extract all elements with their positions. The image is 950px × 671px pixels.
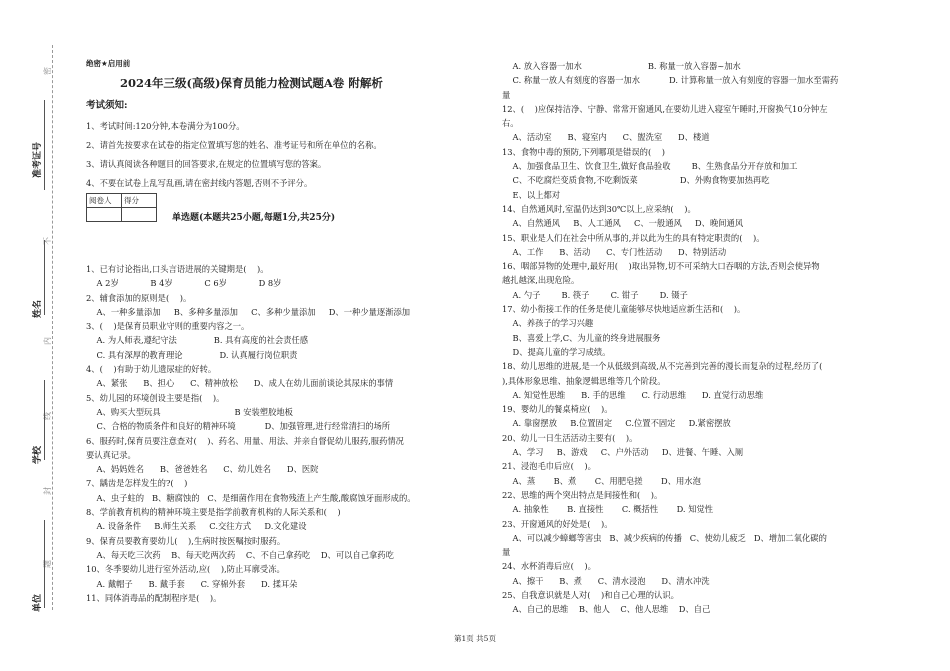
question-line: A. 抽象性 B. 直接性 C. 概括性 D. 知觉性 — [502, 504, 714, 515]
question-line: 量 — [502, 547, 511, 558]
question-line: 16、咽部异物的处理中,最好用( )取出异物,切不可采纳大口吞咽的方法,否则会使异物 — [502, 261, 820, 272]
question-line: 右。 — [502, 118, 519, 129]
score-input-cell[interactable] — [122, 208, 157, 222]
question-line: A. 勺子 B. 筷子 C. 钳子 D. 镊子 — [502, 289, 688, 300]
question-line: A. 放入容器一加水 B. 称量一放入容器~加水 — [502, 61, 741, 71]
seal-char: 不 — [43, 237, 52, 245]
grader-cell: 阅卷人 — [87, 194, 122, 208]
question-line: A、学习 B、游戏 C、户外活动 D、进餐、午睡、入厕 — [502, 447, 744, 458]
unit-label: 单位 — [33, 593, 43, 612]
question-line: 25、自我意识就是人对( )和自己心理的认识。 — [502, 589, 679, 600]
question-line: 19、婴幼儿的餐桌椅应( )。 — [502, 404, 613, 415]
question-line: A、养孩子的学习兴趣 — [502, 318, 594, 329]
secret-mark: 绝密★启用前 — [86, 59, 131, 68]
notice-item: 4、不要在试卷上乱写乱画,请在密封线内答题,否则不予评分。 — [86, 178, 313, 188]
question-line: 量 — [502, 89, 511, 100]
score-cell: 得分 — [122, 194, 157, 208]
question-line: 5、幼儿园的环境创设主要是指( )。 — [86, 392, 225, 403]
question-line: A. 戴帽子 B. 戴手套 C. 穿棉外套 D. 揉耳朵 — [86, 578, 298, 589]
question-line: D、提高儿童的学习成绩。 — [502, 346, 611, 357]
question-line: 12、( )应保持洁净、宁静、常常开窗通风,在要幼儿进入寝室午睡时,开窗换气10分钟左 — [502, 103, 828, 114]
question-line: C、合格的物质条件和良好的精神环境 D、加强管理,进行经常清扫的场所 — [86, 421, 391, 432]
question-line: A、自然通风 B、人工通风 C、一般通风 D、晚间通风 — [502, 218, 744, 229]
question-line: A、工作 B、活动 C、专门性活动 D、特别活动 — [502, 246, 727, 257]
question-line: C、不吃腐烂变质食物,不吃剩饭菜 D、外购食物要加热再吃 — [502, 175, 770, 186]
name-label: 姓名 — [33, 299, 43, 318]
question-line: 20、幼儿一日生活活动主要有( )。 — [502, 432, 638, 443]
question-line: B、喜爱上学,C、为儿童的终身进展服务 — [502, 332, 661, 343]
question-line: 要认真记录。 — [86, 449, 136, 460]
question-line: C. 具有深厚的教育理论 D. 认真履行岗位职责 — [86, 349, 298, 360]
question-line: A、虫子蛀的 B、糖腐蚀的 C、是细菌作用在食物残渣上产生酸,酸腐蚀牙面形成的。 — [86, 492, 416, 503]
notice-heading: 考试须知: — [86, 100, 128, 111]
question-line: 13、食物中毒的预防,下列哪项是错误的( ) — [502, 146, 665, 157]
name-line[interactable] — [44, 240, 45, 315]
question-line: A、可以减少蟑螂等害虫 B、减少疾病的传播 C、使幼儿疲乏 D、增加二氧化碳的 — [502, 532, 827, 543]
question-line: 11、同体消毒品的配制程序是( )。 — [86, 592, 222, 603]
right-question-column — [502, 59, 922, 617]
grader-input-cell[interactable] — [87, 208, 122, 222]
question-line: 15、职业是人们在社会中所从事的,并以此为生的具有特定职责的( )。 — [502, 232, 765, 243]
notice-item: 2、请首先按要求在试卷的指定位置填写您的姓名、准考证号和所在单位的名称。 — [86, 140, 382, 150]
question-line: 3、( )是保育员职业守则的重要内容之一。 — [86, 321, 250, 332]
question-line: C. 称量一放人有刻度的容器一加水 D. 计算称量一放入有刻度的容器一加水至需药 — [502, 75, 839, 86]
question-line: A. 为人师表,遵纪守法 B. 具有高度的社会责任感 — [86, 335, 309, 346]
question-line: 21、浸泡毛巾后应( )。 — [502, 461, 596, 472]
seal-char: 封 — [43, 487, 52, 495]
question-line: A、加强食品卫生、饮食卫生,做好食品验收 B、生熟食品分开存放和加工 — [502, 161, 798, 172]
exam-number-line[interactable] — [44, 100, 45, 190]
seal-char: 题 — [43, 560, 52, 568]
question-line: 17、幼小衔接工作的任务是使儿童能够尽快地适应新生活和( )。 — [502, 304, 746, 315]
school-line[interactable] — [44, 380, 45, 460]
question-line: 23、开窗通风的好处是( )。 — [502, 518, 613, 529]
seal-dashed-line — [52, 45, 53, 610]
question-line: 8、学前教育机构的精神环境主要是指学前教育机构的人际关系和( ) — [86, 507, 341, 518]
section-title: 单选题(本题共25小题,每题1分,共25分) — [172, 213, 336, 223]
school-label: 学校 — [33, 445, 43, 464]
question-line: A、活动室 B、寝室内 C、盥洗室 D、楼道 — [502, 132, 710, 143]
unit-line[interactable] — [44, 520, 45, 608]
question-line: A、妈妈姓名 B、爸爸姓名 C、幼儿姓名 D、医院 — [86, 464, 319, 475]
question-line: 9、保育员要教育要幼儿( ),生病时按医嘱按时服药。 — [86, 535, 286, 546]
page-footer: 第1页 共5页 — [454, 634, 496, 643]
question-line: 24、水杯消毒后应( )。 — [502, 561, 596, 572]
notice-item: 3、请认真阅读各种题目的回答要求,在规定的位置填写您的答案。 — [86, 159, 327, 169]
binding-margin — [0, 0, 72, 671]
question-line: A 2岁 B 4岁 C 6岁 D 8岁 — [86, 278, 282, 289]
question-line: 2、辅食添加的原则是( )。 — [86, 292, 192, 303]
question-line: 7、龋齿是怎样发生的?( ) — [86, 478, 188, 489]
question-line: 22、思维的两个突出特点是间接性和( )。 — [502, 489, 663, 500]
notice-list — [86, 117, 382, 193]
question-line: 14、自然通风时,室温仍达到30℃以上,应采纳( )。 — [502, 203, 696, 214]
seal-char: 密 — [43, 67, 52, 75]
question-line: A、购买大型玩具 B 安装塑胶地板 — [86, 406, 293, 417]
question-line: A、每天吃三次药 B、每天吃两次药 C、不自己拿药吃 D、可以自己拿药吃 — [86, 549, 394, 560]
seal-char: 线 — [43, 412, 52, 420]
question-line: A、一种多量添加 B、多种多量添加 C、多种少量添加 D、一种少量逐渐添加 — [86, 306, 411, 317]
question-line: 越扎越深,出现危险。 — [502, 275, 580, 286]
question-line: ),具体形象思维、抽象逻辑思维等几个阶段。 — [502, 375, 666, 386]
question-line: A、自己的思维 B、他人 C、他人思维 D、自己 — [502, 604, 711, 615]
notice-item: 1、考试时间:120分钟,本卷满分为100分。 — [86, 121, 245, 131]
left-question-column — [86, 262, 496, 605]
question-line: 10、冬季要幼儿进行室外活动,应( ),防止耳廓受冻。 — [86, 564, 285, 575]
question-line: A、紧张 B、担心 C、精神放松 D、成人在幼儿面前谈论其尿床的事情 — [86, 378, 394, 389]
question-line: 6、服药时,保育员要注意查对( )、药名、用量、用法、并亲自督促幼儿服药,服药情况 — [86, 435, 404, 446]
question-line: A、擦干 B、煮 C、清水浸泡 D、清水冲洗 — [502, 575, 710, 586]
question-line: 1、已有讨论指出,口头言语进展的关键期是( )。 — [86, 264, 269, 274]
seal-char: 内 — [43, 337, 52, 345]
question-line: 18、幼儿思维的进展,是一个从低级到高级,从不完善到完善的漫长而复杂的过程,经历了( — [502, 361, 823, 372]
page-title: 2024年三级(高级)保育员能力检测试题A卷 附解析 — [120, 76, 383, 90]
question-line: A. 设备条件 B.师生关系 C.交往方式 D.文化建设 — [86, 521, 307, 532]
question-line: A、蒸 B、煮 C、用肥皂搓 D、用水泡 — [502, 475, 701, 486]
question-line: E、以上都对 — [502, 189, 561, 200]
score-table — [86, 193, 157, 222]
question-line: A. 靠窗摆放 B.位置固定 C.位置不固定 D.紧密摆放 — [502, 418, 731, 429]
question-line: 4、( )有助于幼儿遗尿症的好转。 — [86, 364, 217, 375]
exam-number-label: 准考证号 — [33, 141, 43, 178]
question-line: A. 知觉性思维 B. 手的思维 C. 行动思维 D. 直觉行动思维 — [502, 389, 764, 400]
